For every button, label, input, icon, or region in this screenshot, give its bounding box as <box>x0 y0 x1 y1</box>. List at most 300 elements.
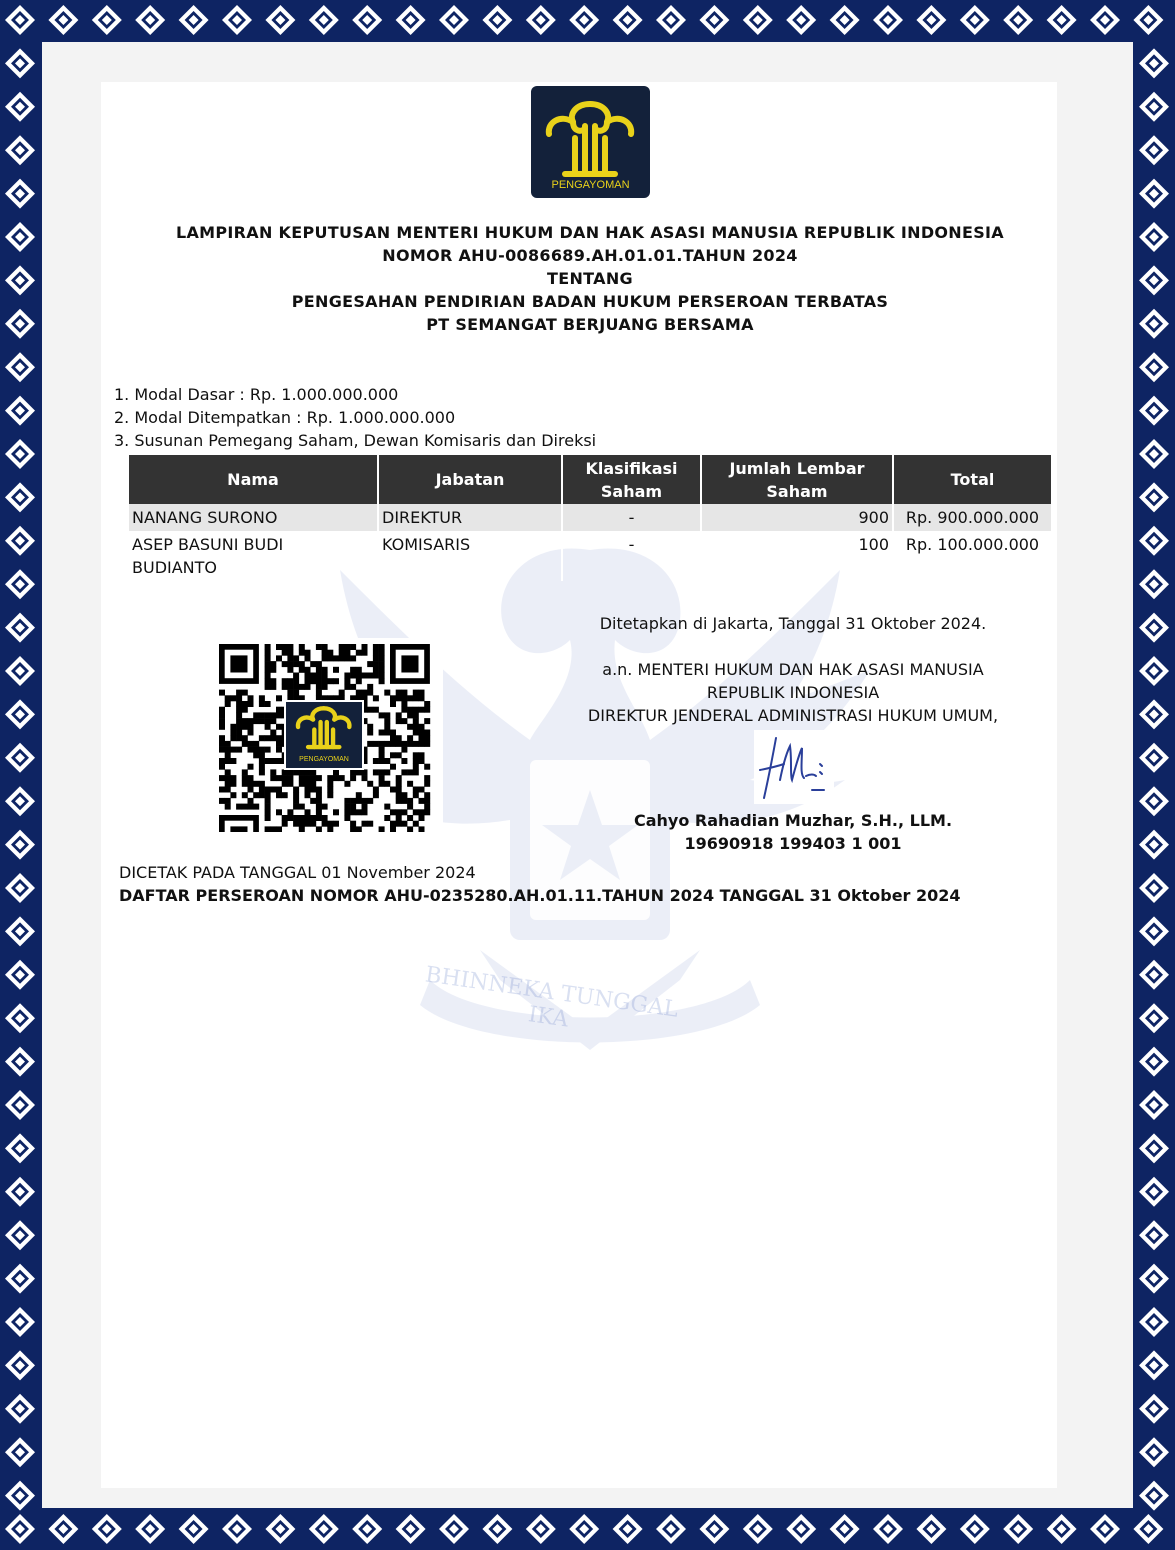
qr-module <box>293 684 299 690</box>
border-diamond <box>48 1514 78 1544</box>
qr-module <box>413 707 419 713</box>
qr-module <box>419 787 425 793</box>
qr-module <box>225 798 231 804</box>
qr-module <box>344 644 350 650</box>
border-diamond <box>5 222 35 252</box>
qr-module <box>230 724 236 730</box>
border-diamond <box>786 5 816 35</box>
qr-module <box>259 764 265 770</box>
qr-module <box>225 752 231 758</box>
signature-icon <box>754 730 834 804</box>
border-diamond <box>5 1133 35 1163</box>
qr-module <box>276 809 282 815</box>
border-diamond <box>1139 1437 1169 1467</box>
qr-module <box>287 809 293 815</box>
border-diamond <box>1139 1003 1169 1033</box>
qr-module <box>293 787 299 793</box>
border-diamond <box>1139 1177 1169 1207</box>
border-diamond <box>526 5 556 35</box>
qr-module <box>287 769 293 775</box>
qr-module <box>219 775 225 781</box>
qr-module <box>373 792 379 798</box>
qr-module <box>248 741 254 747</box>
border-diamond <box>613 1514 643 1544</box>
qr-module <box>230 781 236 787</box>
qr-module <box>424 781 430 787</box>
qr-module <box>413 758 419 764</box>
qr-module <box>236 701 242 707</box>
border-diamond <box>1139 1090 1169 1120</box>
border-diamond <box>1139 48 1169 78</box>
border-diamond <box>5 439 35 469</box>
table-row <box>129 531 1051 581</box>
qr-module <box>396 821 402 827</box>
qr-module <box>230 655 247 672</box>
qr-module <box>373 673 379 679</box>
ditetapkan-text: Ditetapkan di Jakarta, Tanggal 31 Oktober 2024. <box>599 614 987 633</box>
qr-module <box>225 701 231 707</box>
qr-module <box>299 826 305 832</box>
border-diamond <box>265 5 295 35</box>
qr-module <box>379 673 385 679</box>
qr-module <box>367 798 373 804</box>
qr-module <box>413 724 419 730</box>
qr-module <box>367 690 373 696</box>
qr-module <box>316 690 322 696</box>
qr-module <box>299 684 305 690</box>
border-diamond <box>48 5 78 35</box>
qr-module <box>356 673 362 679</box>
border-diamond <box>613 5 643 35</box>
header-line-1: LAMPIRAN KEPUTUSAN MENTERI HUKUM DAN HAK ASASI MANUSIA REPUBLIK INDONESIA <box>176 223 1004 242</box>
qr-module <box>248 695 254 701</box>
qr-module <box>424 730 430 736</box>
qr-module <box>219 735 225 741</box>
qr-module <box>362 798 368 804</box>
qr-module <box>373 758 379 764</box>
qr-module <box>293 690 299 696</box>
qr-module <box>373 661 379 667</box>
qr-module <box>265 655 271 661</box>
qr-module <box>259 787 265 793</box>
qr-module <box>407 781 413 787</box>
qr-module <box>344 804 350 810</box>
qr-module <box>270 758 276 764</box>
qr-module <box>413 695 419 701</box>
qr-module <box>344 781 350 787</box>
header-subject: PENGESAHAN PENDIRIAN BADAN HUKUM PERSEROAN TERBATAS <box>291 292 889 311</box>
pengayoman-emblem-icon <box>286 702 362 752</box>
qr-module <box>225 741 231 747</box>
qr-module <box>253 752 259 758</box>
qr-module <box>316 673 322 679</box>
qr-module <box>390 787 396 793</box>
border-diamond <box>5 916 35 946</box>
qr-module <box>396 695 402 701</box>
qr-module <box>305 821 311 827</box>
qr-module <box>379 781 385 787</box>
border-diamond <box>5 265 35 295</box>
qr-module <box>293 821 299 827</box>
qr-module <box>401 655 418 672</box>
qr-module <box>333 655 339 661</box>
qr-module <box>310 769 316 775</box>
border-diamond <box>439 1514 469 1544</box>
qr-module <box>236 730 242 736</box>
border-diamond <box>5 699 35 729</box>
qr-module <box>362 690 368 696</box>
border-diamond <box>830 5 860 35</box>
qr-module <box>424 809 430 815</box>
border-diamond <box>135 1514 165 1544</box>
qr-module <box>230 735 236 741</box>
qr-module <box>356 667 362 673</box>
qr-module <box>333 769 339 775</box>
qr-module <box>299 667 305 673</box>
qr-module <box>265 792 271 798</box>
cell-jumlah: 100 <box>701 531 893 581</box>
qr-module <box>265 712 271 718</box>
qr-module <box>384 781 390 787</box>
qr-module <box>276 712 282 718</box>
qr-module <box>396 798 402 804</box>
qr-module <box>356 650 362 656</box>
qr-module <box>293 678 299 684</box>
qr-module <box>322 684 328 690</box>
qr-module <box>407 707 413 713</box>
qr-module <box>293 792 299 798</box>
border-diamond <box>1139 265 1169 295</box>
qr-module <box>413 718 419 724</box>
qr-module <box>379 752 385 758</box>
border-diamond <box>1139 92 1169 122</box>
qr-module <box>219 747 225 753</box>
qr-module <box>407 724 413 730</box>
qr-module <box>419 809 425 815</box>
qr-module <box>362 804 368 810</box>
qr-module <box>396 787 402 793</box>
qr-module <box>350 775 356 781</box>
border-diamond <box>1139 352 1169 382</box>
border-diamond <box>1139 699 1169 729</box>
qr-module <box>236 724 242 730</box>
company-register-number: DAFTAR PERSEROAN NOMOR AHU-0235280.AH.01.11.TAHUN 2024 TANGGAL 31 Oktober 2024 <box>119 886 961 905</box>
border-diamond <box>5 1307 35 1337</box>
qr-module <box>316 815 322 821</box>
qr-module <box>396 752 402 758</box>
qr-module <box>236 747 242 753</box>
qr-module <box>230 826 247 832</box>
qr-module <box>299 769 305 775</box>
qr-module <box>282 661 288 667</box>
qr-module <box>327 821 333 827</box>
qr-module <box>390 735 396 741</box>
table-row <box>129 504 1051 531</box>
qr-module <box>390 730 396 736</box>
border-diamond <box>5 1437 35 1467</box>
qr-module <box>419 758 425 764</box>
border-diamond <box>396 5 426 35</box>
border-diamond <box>439 5 469 35</box>
qr-module <box>401 769 407 775</box>
header-klasifikasi-label: Klasifikasi Saham <box>585 458 678 501</box>
border-diamond <box>5 309 35 339</box>
qr-module <box>379 650 385 656</box>
qr-module <box>293 655 299 661</box>
qr-module <box>276 724 282 730</box>
qr-module <box>379 741 385 747</box>
qr-module <box>327 787 333 793</box>
border-diamond <box>5 48 35 78</box>
qr-module <box>287 644 293 650</box>
qr-module <box>367 684 373 690</box>
qr-module <box>401 792 407 798</box>
qr-module <box>419 752 425 758</box>
qr-module <box>282 769 288 775</box>
qr-module <box>305 650 311 656</box>
qr-module <box>299 804 305 810</box>
qr-module <box>225 787 231 793</box>
qr-module <box>413 809 419 815</box>
border-diamond <box>526 1514 556 1544</box>
qr-module <box>390 701 396 707</box>
qr-module <box>339 690 345 696</box>
qr-module <box>379 769 385 775</box>
qr-module <box>322 667 328 673</box>
qr-module <box>242 735 248 741</box>
qr-module <box>270 826 276 832</box>
qr-module <box>259 758 265 764</box>
qr-module <box>270 661 276 667</box>
qr-logo-label: PENGAYOMAN <box>299 756 349 763</box>
qr-module <box>390 821 396 827</box>
border-diamond <box>265 1514 295 1544</box>
qr-module <box>356 678 362 684</box>
qr-module <box>219 712 225 718</box>
qr-module <box>242 718 248 724</box>
qr-module <box>305 815 311 821</box>
qr-module <box>230 758 236 764</box>
qr-module <box>316 804 322 810</box>
border-diamond <box>699 5 729 35</box>
qr-module <box>379 678 385 684</box>
border-diamond <box>1139 786 1169 816</box>
modal-dasar: 1. Modal Dasar : Rp. 1.000.000.000 <box>114 385 399 404</box>
border-diamond <box>743 5 773 35</box>
qr-module <box>305 781 311 787</box>
qr-module <box>310 787 316 793</box>
border-diamond <box>5 873 35 903</box>
qr-module <box>236 690 242 696</box>
qr-module <box>299 650 305 656</box>
border-diamond <box>309 5 339 35</box>
qr-module <box>219 707 225 713</box>
border-diamond <box>135 5 165 35</box>
qr-module <box>413 764 419 770</box>
qr-module <box>270 730 276 736</box>
qr-module <box>390 764 396 770</box>
qr-module <box>225 695 231 701</box>
border-diamond <box>1003 5 1033 35</box>
qr-module <box>350 809 356 815</box>
qr-module <box>362 673 368 679</box>
border-diamond <box>5 830 35 860</box>
qr-module <box>316 792 322 798</box>
border-diamond <box>873 1514 903 1544</box>
qr-module <box>373 667 379 673</box>
qr-module <box>253 747 259 753</box>
border-diamond <box>1139 873 1169 903</box>
qr-module <box>276 735 282 741</box>
cell-jumlah: 900 <box>701 504 893 531</box>
qr-module <box>379 730 385 736</box>
qr-module <box>373 787 379 793</box>
header-company-name: PT SEMANGAT BERJUANG BERSAMA <box>426 315 754 334</box>
qr-module <box>259 781 265 787</box>
qr-module <box>396 775 402 781</box>
qr-module <box>390 826 396 832</box>
qr-module <box>419 730 425 736</box>
cell-nama-text: ASEP BASUNI BUDI BUDIANTO <box>132 535 284 577</box>
border-diamond <box>1090 1514 1120 1544</box>
qr-module <box>287 655 293 661</box>
an-line-2: REPUBLIK INDONESIA <box>706 683 880 702</box>
qr-module <box>310 781 316 787</box>
qr-module <box>373 644 379 650</box>
cell-total: Rp. 100.000.000 <box>905 535 1040 554</box>
pengayoman-logo <box>531 86 650 198</box>
qr-module <box>407 735 413 741</box>
qr-module <box>322 821 328 827</box>
qr-module <box>322 673 328 679</box>
qr-module <box>225 758 231 764</box>
qr-module <box>424 798 430 804</box>
qr-module <box>384 741 390 747</box>
qr-module <box>379 775 385 781</box>
qr-module <box>362 769 368 775</box>
qr-module <box>350 644 356 650</box>
qr-module <box>265 724 271 730</box>
qr-module <box>350 821 356 827</box>
qr-module <box>316 661 322 667</box>
border-diamond <box>569 1514 599 1544</box>
qr-module <box>373 650 379 656</box>
qr-module <box>276 655 282 661</box>
qr-module <box>219 758 225 764</box>
border-diamond <box>5 526 35 556</box>
qr-module <box>305 678 311 684</box>
border-diamond <box>1047 5 1077 35</box>
qr-module <box>299 781 305 787</box>
qr-module <box>362 775 368 781</box>
qr-module <box>401 741 407 747</box>
qr-module <box>344 655 350 661</box>
qr-module <box>287 661 293 667</box>
qr-module <box>327 650 333 656</box>
border-diamond <box>5 743 35 773</box>
qr-module <box>367 781 373 787</box>
qr-module <box>248 730 254 736</box>
qr-module <box>316 684 322 690</box>
qr-module <box>259 718 265 724</box>
qr-module <box>322 678 328 684</box>
qr-module <box>253 718 259 724</box>
border-diamond <box>5 569 35 599</box>
qr-module <box>276 747 282 753</box>
qr-module <box>413 752 419 758</box>
qr-module <box>259 769 265 775</box>
qr-module <box>270 769 276 775</box>
border-diamond <box>1139 613 1169 643</box>
qr-module <box>287 650 293 656</box>
border-diamond <box>222 5 252 35</box>
qr-module <box>276 826 282 832</box>
qr-module <box>379 747 385 753</box>
qr-module <box>276 741 282 747</box>
qr-module <box>327 781 333 787</box>
qr-center-logo <box>284 700 364 770</box>
border-diamond <box>5 786 35 816</box>
qr-module <box>253 792 259 798</box>
qr-module <box>373 707 379 713</box>
qr-module <box>287 781 293 787</box>
qr-module <box>419 798 425 804</box>
border-diamond <box>916 5 946 35</box>
border-diamond <box>699 1514 729 1544</box>
qr-module <box>373 695 379 701</box>
qr-module <box>282 821 288 827</box>
qr-module <box>424 764 430 770</box>
qr-module <box>242 701 248 707</box>
qr-module <box>407 769 413 775</box>
border-diamond <box>5 179 35 209</box>
qr-module <box>219 787 225 793</box>
border-diamond <box>179 1514 209 1544</box>
qr-module <box>333 678 339 684</box>
qr-module <box>413 690 419 696</box>
qr-module <box>356 690 362 696</box>
qr-module <box>265 718 271 724</box>
qr-module <box>282 684 288 690</box>
qr-module <box>316 644 322 650</box>
qr-module <box>390 695 396 701</box>
qr-module <box>270 678 276 684</box>
qr-module <box>265 684 271 690</box>
qr-module <box>350 769 356 775</box>
border-diamond <box>5 1264 35 1294</box>
qr-module <box>401 718 407 724</box>
border-diamond <box>656 1514 686 1544</box>
qr-module <box>373 655 379 661</box>
qr-module <box>265 661 271 667</box>
border-diamond <box>5 1177 35 1207</box>
qr-module <box>419 735 425 741</box>
qr-module <box>282 775 288 781</box>
qr-module <box>265 673 271 679</box>
border-diamond <box>1139 526 1169 556</box>
header-total: Total <box>893 455 1051 504</box>
qr-module <box>419 724 425 730</box>
qr-module <box>401 758 407 764</box>
qr-module <box>396 735 402 741</box>
qr-module <box>424 741 430 747</box>
qr-module <box>390 741 396 747</box>
qr-module <box>396 781 402 787</box>
qr-module <box>396 690 402 696</box>
qr-module <box>287 678 293 684</box>
border-diamond <box>1139 1133 1169 1163</box>
qr-module <box>282 678 288 684</box>
